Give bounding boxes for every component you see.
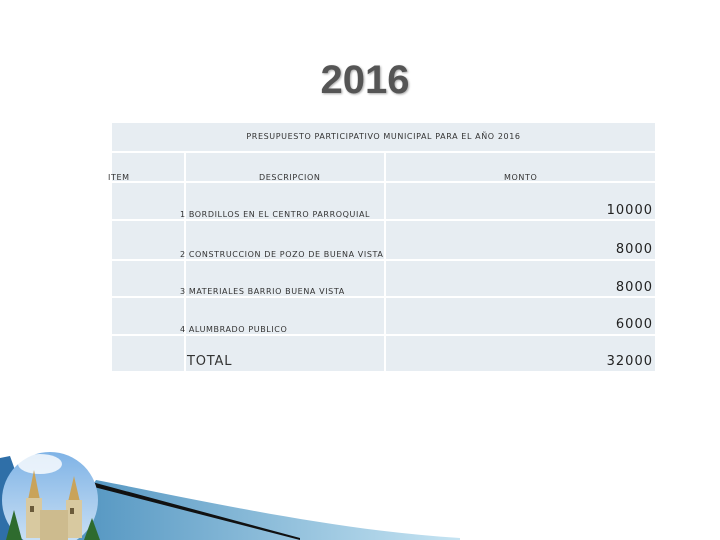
header-descripcion: DESCRIPCION xyxy=(259,173,321,182)
table-caption: PRESUPUESTO PARTICIPATIVO MUNICIPAL PARA EL AÑO 2016 xyxy=(246,132,521,141)
table-row-monto: 8000 xyxy=(615,242,653,257)
total-value: 32000 xyxy=(606,354,653,369)
table-row-monto: 6000 xyxy=(615,317,653,332)
table-row-descripcion: 3 MATERIALES BARRIO BUENA VISTA xyxy=(180,287,345,296)
church-photo xyxy=(2,452,100,540)
page-title: 2016 xyxy=(320,58,410,102)
table-row-descripcion: 1 BORDILLOS EN EL CENTRO PARROQUIAL xyxy=(180,210,371,219)
table-row-monto: 8000 xyxy=(615,280,653,295)
blue-swoosh xyxy=(60,480,460,540)
header-item: ITEM xyxy=(108,173,130,182)
decorative-banner xyxy=(0,440,460,540)
table-row-monto: 10000 xyxy=(606,203,653,218)
table-row-descripcion: 4 ALUMBRADO PUBLICO xyxy=(180,325,288,334)
column-divider xyxy=(184,153,186,371)
total-label: TOTAL xyxy=(187,354,233,369)
budget-table xyxy=(108,123,655,371)
header-monto: MONTO xyxy=(504,173,538,182)
table-row-descripcion: 2 CONSTRUCCION DE POZO DE BUENA VISTA xyxy=(180,250,384,259)
column-divider xyxy=(384,153,386,371)
